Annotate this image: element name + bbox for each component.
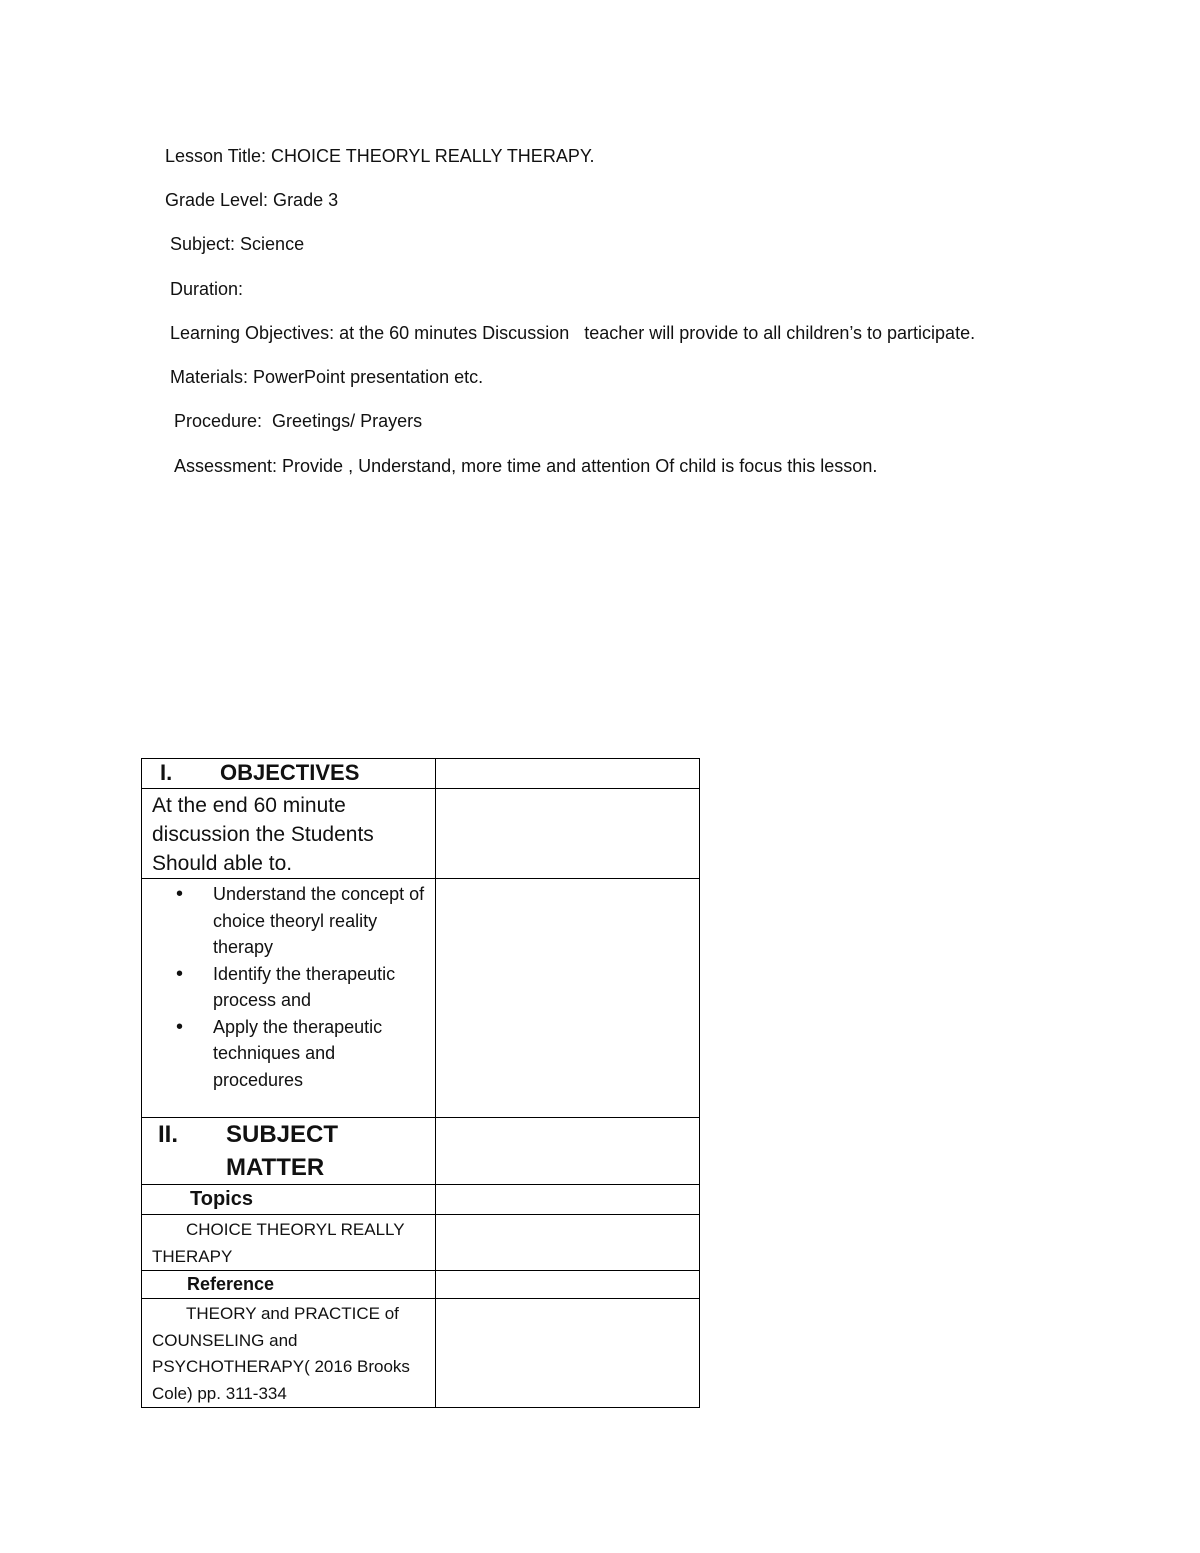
section-numeral: II. [158, 1121, 179, 1148]
empty-cell [435, 1271, 699, 1299]
reference-value-cell [142, 1299, 436, 1408]
procedure: Procedure: Greetings/ Prayers [174, 411, 423, 431]
objectives-heading-cell [142, 759, 436, 789]
table-row [142, 789, 700, 879]
topics-label: Topics [190, 1188, 253, 1210]
section-title [226, 1118, 338, 1184]
topics-value: CHOICE THEORYL REALLY THERAPY [152, 1220, 405, 1266]
objectives-intro-cell [142, 789, 436, 879]
learning-objectives: Learning Objectives: at the 60 minutes Discussion teacher will provide to all children’s to participate. [170, 323, 976, 343]
section-title: OBJECTIVES [220, 760, 360, 785]
lesson-plan-table [141, 758, 700, 1408]
grade-level: Grade Level: Grade 3 [165, 190, 339, 210]
empty-cell [435, 879, 699, 1118]
topics-label-cell [142, 1185, 436, 1215]
list-item: • Identify the therapeutic process and [142, 961, 425, 1014]
section-numeral: I. [160, 760, 173, 785]
empty-cell [435, 1118, 699, 1185]
subject-matter-heading-cell [142, 1118, 436, 1185]
objectives-list-cell [142, 879, 436, 1118]
empty-cell [435, 1215, 699, 1271]
table-row [142, 1215, 700, 1271]
empty-cell [435, 1299, 699, 1408]
objectives-list [142, 879, 435, 1093]
section-title-line: MATTER [226, 1154, 325, 1181]
objectives-intro: At the end 60 minute discussion the Students Should able to. [152, 794, 374, 875]
empty-cell [435, 759, 699, 789]
reference-value: THEORY and PRACTICE of COUNSELING and PSYCHOTHERAPY( 2016 Brooks Cole) pp. 311-334 [152, 1304, 410, 1403]
table-row [142, 1299, 700, 1408]
topics-value-cell [142, 1215, 436, 1271]
table-row [142, 1271, 700, 1299]
table-row [142, 759, 700, 789]
assessment: Assessment: Provide , Understand, more time and attention Of child is focus this lesson. [174, 456, 878, 476]
list-item: • Apply the therapeutic techniques and procedures [142, 1014, 425, 1094]
list-item: • Understand the concept of choice theoryl reality therapy [142, 881, 425, 961]
lesson-title: Lesson Title: CHOICE THEORYL REALLY THERAPY. [165, 146, 595, 166]
section-title-line: SUBJECT [226, 1121, 339, 1148]
reference-label: Reference [187, 1274, 275, 1294]
table-row [142, 1118, 700, 1185]
empty-cell [435, 789, 699, 879]
table-row [142, 879, 700, 1118]
reference-label-cell [142, 1271, 436, 1299]
duration: Duration: [170, 279, 244, 299]
objectives-heading [142, 759, 435, 787]
table-row [142, 1185, 700, 1215]
subject-matter-heading [142, 1118, 435, 1184]
empty-cell [435, 1185, 699, 1215]
subject: Subject: Science [170, 234, 305, 254]
materials: Materials: PowerPoint presentation etc. [170, 367, 484, 387]
